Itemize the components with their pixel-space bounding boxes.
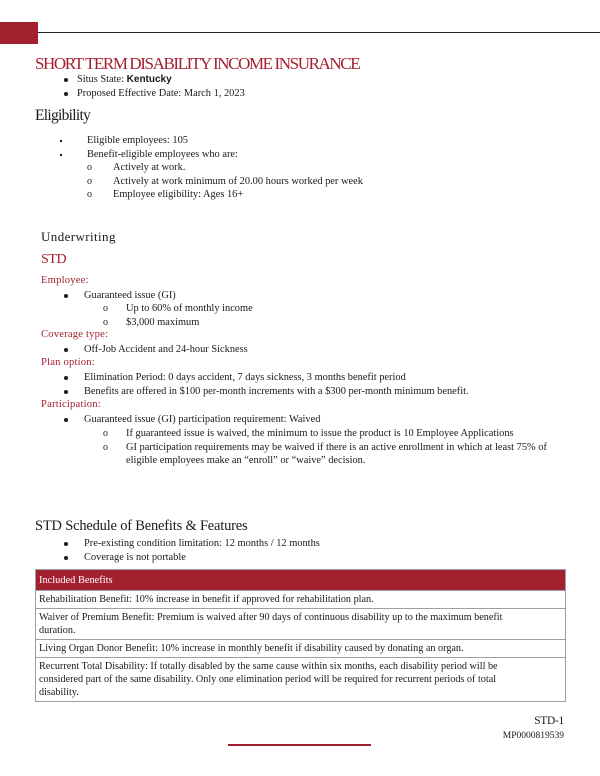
situs-state-item [64,73,245,87]
list-item [87,175,363,189]
cell-line: disability. [39,687,79,698]
schedule-heading: STD Schedule of Benefits & Features [35,518,248,534]
sub-bullet-marker: o [103,441,108,453]
schedule-item-text: Pre-existing condition limitation: 12 months / 12 months [84,538,320,549]
list-item [64,289,176,303]
employee-sub-list [103,302,253,329]
list-item [64,413,320,427]
list-item [87,188,363,202]
table-row [36,640,566,658]
coverage-type-label: Coverage type: [41,329,109,340]
plan-option-label: Plan option: [41,357,95,368]
list-item [64,371,469,385]
employee-label: Employee: [41,275,89,286]
employee-sub-item-text: $3,000 maximum [126,316,200,328]
participation-list [64,413,320,427]
cell-line: considered part of the same disability. Only one elimination period will be required for recurrent periods of total [39,674,497,685]
list-item [103,454,547,468]
list-item [60,148,238,162]
table-cell [36,658,566,702]
included-benefits-table [35,569,566,702]
schedule-list [64,537,320,564]
plan-list [64,371,469,398]
list-item [103,441,547,455]
document-title: SHORT TERM DISABILITY INCOME INSURANCE [35,54,360,73]
cell-line: Waiver of Premium Benefit: Premium is waived after 90 days of continuous disability up to the maximum benefit [39,612,503,623]
table-header: Included Benefits [36,570,566,591]
document-code: MP0000819539 [502,731,564,741]
cell-line: Living Organ Donor Benefit: 10% increase in monthly benefit if disability caused by donating an organ. [39,643,464,654]
table-cell [36,609,566,640]
list-item [103,316,253,330]
eligibility-sub-item-text: Actively at work. [113,162,186,173]
eligibility-sub-item-text: Actively at work minimum of 20.00 hours worked per week [113,175,363,187]
eligibility-item-text: Benefit-eligible employees who are: [87,148,238,160]
summary-list [64,73,245,100]
list-item [87,161,363,175]
employee-sub-item-text: Up to 60% of monthly income [126,303,253,314]
list-item [64,537,320,551]
plan-item-text: Benefits are offered in $100 per-month increments with a $300 per-month minimum benefit. [84,385,469,397]
eligibility-sub-item-text: Employee eligibility: Ages 16+ [113,189,244,201]
sub-bullet-marker: o [103,316,108,328]
effective-date-text: Proposed Effective Date: March 1, 2023 [77,87,245,99]
eligibility-item-text: Eligible employees: 105 [87,135,188,146]
situs-state-label: Situs State: [77,74,127,85]
cell-line: duration. [39,625,76,636]
sub-bullet-marker: o [87,189,92,201]
participation-sub-item-text: eligible employees make an “enroll” or “waive” decision. [126,455,366,467]
list-item [60,134,238,148]
table-row [36,609,566,640]
sub-bullet-marker: o [87,162,92,173]
footer-rule [228,744,371,746]
header-rule [38,32,600,33]
underwriting-heading: Underwriting [41,229,116,244]
std-heading: STD [41,252,67,267]
participation-item-text: Guaranteed issue (GI) participation requirement: Waived [84,414,321,425]
eligibility-sub-list [87,161,363,202]
page-number: STD-1 [534,715,564,727]
schedule-item-text: Coverage is not portable [84,551,186,563]
coverage-item-text: Off-Job Accident and 24-hour Sickness [84,344,248,355]
situs-state-value: Kentucky [126,74,172,85]
plan-item-text: Elimination Period: 0 days accident, 7 days sickness, 3 months benefit period [84,372,406,383]
table-header-row [36,570,566,591]
header-accent-block [0,22,38,44]
sub-bullet-marker: o [103,428,108,439]
table-row [36,658,566,702]
table-cell [36,591,566,609]
sub-bullet-marker: o [87,175,92,187]
list-item [64,343,248,357]
list-item [103,302,253,316]
table-cell [36,640,566,658]
effective-date-item [64,87,245,101]
eligibility-list [60,134,238,161]
employee-list [64,289,176,303]
list-item [64,551,320,565]
eligibility-heading: Eligibility [35,107,91,124]
participation-sub-item-text: GI participation requirements may be waived if there is an active enrollment in which at least 75% of [126,441,547,453]
employee-item-text: Guaranteed issue (GI) [84,290,176,301]
coverage-list [64,343,248,357]
cell-line: Rehabilitation Benefit: 10% increase in benefit if approved for rehabilitation plan. [39,594,374,605]
list-item [103,427,547,441]
sub-bullet-marker: o [103,303,108,314]
cell-line: Recurrent Total Disability: If totally disabled by the same cause within six months, each disability period will be [39,661,498,672]
table-row [36,591,566,609]
participation-label: Participation: [41,399,101,410]
participation-sub-item-text: If guaranteed issue is waived, the minimum to issue the product is 10 Employee Applications [126,428,514,439]
list-item [64,385,469,399]
participation-sub-list [103,427,547,468]
